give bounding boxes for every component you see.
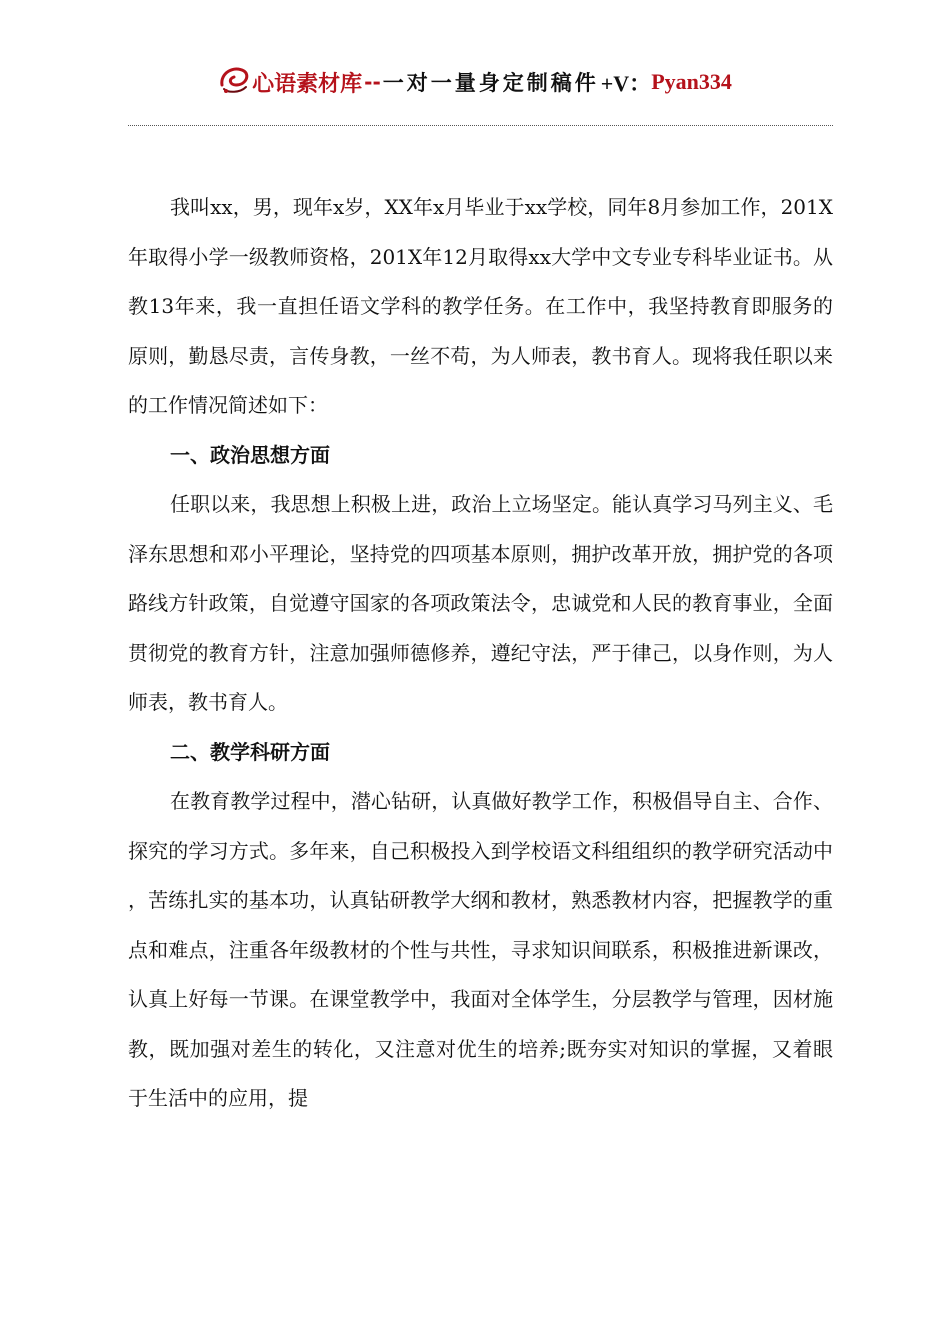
page-header [0,62,950,102]
contact-id: Pyan334 [651,69,732,94]
document-body [128,183,833,1124]
brand-name: 心语素材库 [252,70,363,97]
header-slogan: 一对一量身定制稿件 [382,70,599,95]
section-heading-teaching: 二、教学科研方面 [170,739,330,764]
section-paragraph-teaching: 在教育教学过程中，潜心钻研，认真做好教学工作，积极倡导自主、合作、探究的学习方式。多年来，自己积极投入到学校语文科组组织的教学研究活动中，苦练扎实的基本功，认真钻研教学大纲和教材，熟悉教材内容，把握教学的重点和难点，注重各年级教材的个性与共性，寻求知识间联系，积极推进新课改，认真上好每一节课。在课堂教学中，我面对全体学生，分层教学与管理，因材施教，既加强对差生的转化，又注意对优生的培养;既夯实对知识的掌握，又着眼于生活中的应用，提 [128,789,833,1110]
contact-label: +V： [600,70,652,96]
header-divider [128,125,833,126]
section-paragraph-politics: 任职以来，我思想上积极上进，政治上立场坚定。能认真学习马列主义、毛泽东思想和邓小平理论，坚持党的四项基本原则，拥护改革开放，拥护党的各项路线方针政策，自觉遵守国家的各项政策法令，忠诚党和人民的教育事业，全面贯彻党的教育方针，注意加强师德修养，遵纪守法，严于律己，以身作则，为人师表，教书育人。 [128,492,833,714]
section-heading-politics: 一、政治思想方面 [170,442,330,467]
swirl-logo-icon [218,63,252,97]
intro-paragraph: 我叫xx，男，现年x岁，XX年x月毕业于xx学校，同年8月参加工作，201X年取得小学一级教师资格，201X年12月取得xx大学中文专业专科毕业证书。从教13年来，我一直担任语文学科的教学任务。在工作中，我坚持教育即服务的原则，勤恳尽责，言传身教，一丝不苟，为人师表，教书育人。现将我任职以来的工作情况简述如下： [128,195,833,417]
header-separator: -- [364,70,381,94]
